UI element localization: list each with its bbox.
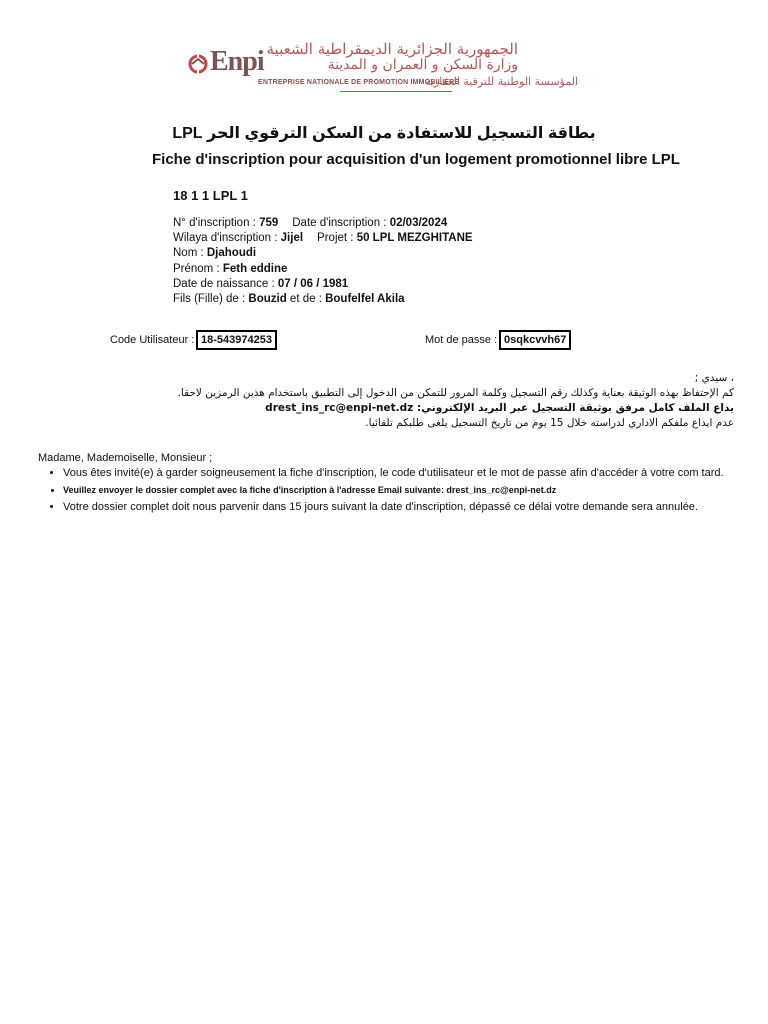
reference-code: 18 1 1 LPL 1: [173, 188, 248, 203]
parents-row: [173, 292, 473, 307]
arabic-email-address: drest_ins_rc@enpi-net.dz: [265, 402, 414, 414]
prenom-row: [173, 262, 473, 277]
ministry-name-arabic: وزارة السكن و العمران و المدينة: [327, 57, 518, 73]
birthdate-value: 07 / 06 / 1981: [277, 277, 349, 290]
french-notice: [38, 451, 738, 515]
project-label: Projet :: [317, 232, 357, 245]
enpi-logo-icon: [188, 52, 208, 76]
nom-row: [173, 246, 473, 261]
father-name: Bouzid: [248, 293, 287, 306]
french-notice-list: [38, 466, 738, 515]
french-greeting: Madame, Mademoiselle, Monsieur ;: [38, 452, 213, 464]
arabic-keep-notice: كم الإحتفاظ بهذه الوثيقة بعناية وكذلك رقم التسجيل وكلمة المرور للتمكن من الدخول إلى التطبيق باستخدام هذين الرمزين لاحقا.: [177, 387, 734, 399]
logo-text: Enpi: [210, 46, 264, 77]
registrant-info: [173, 216, 473, 307]
list-item: • Veuillez envoyer le dossier complet avec la fiche d'inscription à l'adresse Email suivante: drest_ins_rc@enpi-net.dz: [63, 481, 738, 500]
birthdate-label: Date de naissance :: [173, 277, 278, 290]
list-item: • Vous êtes invité(e) à garder soigneusement la fiche d'inscription, le code d'utilisateur et le mot de passe afin d'accéder à votre com tard.: [63, 466, 738, 481]
credentials: [110, 330, 570, 352]
wilaya-value: Jijel: [280, 232, 304, 245]
arabic-greeting: ، سيدي ;: [694, 372, 734, 384]
registration-date: 02/03/2024: [389, 217, 448, 229]
nom-value: Djahoudi: [206, 247, 257, 260]
registration-date-label: Date d'inscription :: [292, 217, 390, 229]
birthdate-row: [173, 277, 473, 292]
header-divider: [340, 91, 452, 92]
nom-label: Nom :: [173, 247, 207, 260]
list-item: • Votre dossier complet doit nous parvenir dans 15 jours suivant la date d'inscription, dépassé ce délai votre demande sera annulée.: [63, 500, 738, 515]
arabic-deadline-notice: عدم ايداع ملفكم الاداري لدراسته خلال 15 يوم من تاريخ التسجيل يلغى طلبكم تلقائيا.: [365, 417, 734, 429]
registration-row: [173, 216, 473, 231]
parents-label: Fils (Fille) de :: [173, 293, 249, 306]
password-label: Mot de passe :: [425, 334, 498, 346]
wilaya-row: [173, 231, 473, 246]
title-arabic: بطاقة التسجيل للاستفادة من السكن الترقوي الحر LPL: [172, 125, 596, 142]
registration-number: 759: [259, 217, 279, 229]
enterprise-name-arabic: المؤسسة الوطنية للترقية العقارية: [424, 75, 578, 88]
letterhead: [188, 40, 583, 95]
republic-name-arabic: الجمهورية الجزائرية الديمقراطية الشعبية: [266, 40, 518, 58]
password-value: 0sqkcvvh67: [499, 330, 571, 350]
arabic-email-notice: [134, 401, 734, 416]
registration-number-label: N° d'inscription :: [173, 217, 260, 229]
user-code-value: 18-543974253: [196, 330, 277, 350]
enterprise-name-french: ENTREPRISE NATIONALE DE PROMOTION IMMOBILIÈRE: [258, 79, 460, 86]
project-value: 50 LPL MEZGHITANE: [356, 232, 473, 245]
mother-name: Boufelfel Akila: [325, 293, 405, 306]
arabic-notice: [134, 371, 734, 431]
arabic-email-label: يداع الملف كامل مرفق بوثيقة التسجيل عبر البريد الإلكتروني:: [416, 402, 734, 414]
title-french: Fiche d'inscription pour acquisition d'un logement promotionnel libre LPL: [152, 151, 680, 168]
prenom-label: Prénom :: [173, 262, 223, 275]
and-of-label: et de :: [286, 293, 326, 306]
prenom-value: Feth eddine: [222, 262, 288, 275]
user-code-label: Code Utilisateur :: [110, 334, 195, 346]
wilaya-label: Wilaya d'inscription :: [173, 232, 281, 245]
